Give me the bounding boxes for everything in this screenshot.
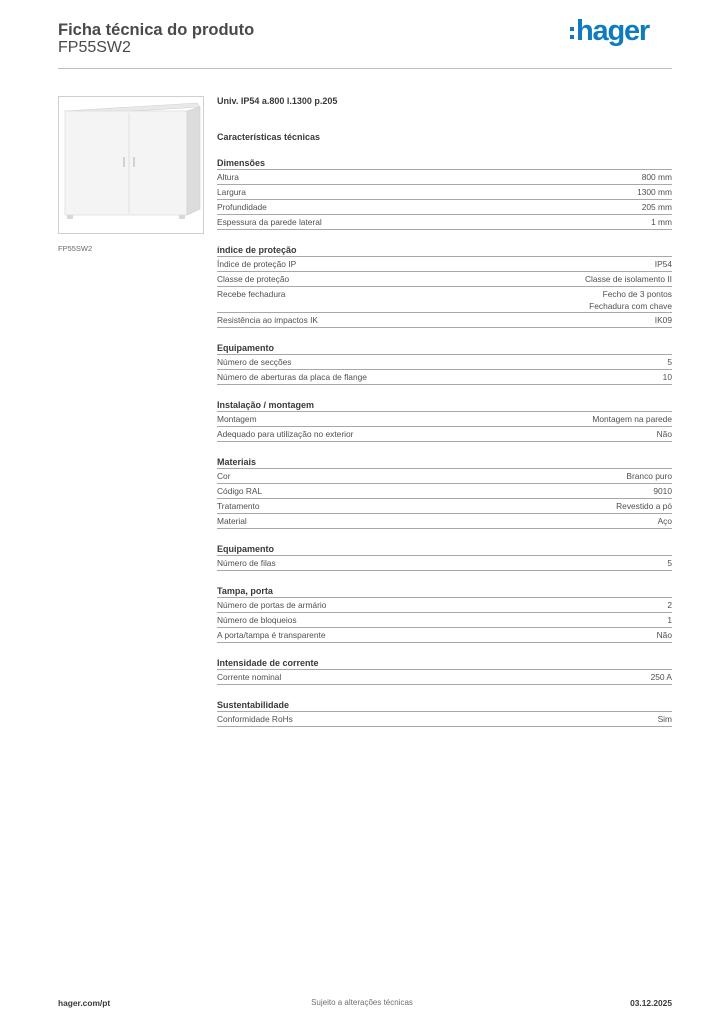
spec-row: [217, 214, 672, 230]
enclosure-illustration-icon: [59, 97, 203, 233]
spec-row: [217, 271, 672, 286]
spec-row: [217, 669, 672, 685]
spec-value: 5: [667, 357, 672, 367]
spec-group-sustentabilidade: [217, 699, 672, 727]
spec-label: Classe de proteção: [217, 274, 290, 284]
spec-value: 2: [667, 600, 672, 610]
group-title: índice de proteção: [217, 245, 297, 255]
product-name: Univ. IP54 a.800 l.1300 p.205: [217, 96, 338, 106]
spec-value: Aço: [657, 516, 672, 526]
spec-label: Recebe fechadura: [217, 289, 286, 299]
spec-value: 205 mm: [641, 202, 672, 212]
spec-value: Branco puro: [626, 471, 672, 481]
logo-dots-icon: [570, 27, 574, 39]
group-title: Materiais: [217, 457, 257, 467]
page-title: Ficha técnica do produto: [58, 21, 255, 39]
spec-row: [217, 498, 672, 513]
footer-date: 03.12.2025: [630, 998, 672, 1008]
spec-label: Altura: [217, 172, 239, 182]
spec-row: [217, 369, 672, 385]
spec-label: A porta/tampa é transparente: [217, 630, 326, 640]
spec-row: [217, 627, 672, 643]
group-title: Sustentabilidade: [217, 700, 290, 710]
spec-label: Adequado para utilização no exterior: [217, 429, 354, 439]
spec-label: Número de filas: [217, 558, 276, 568]
spec-value: IP54: [654, 259, 672, 269]
spec-row: [217, 711, 672, 727]
spec-heading: Características técnicas: [217, 132, 321, 142]
group-title: Tampa, porta: [217, 586, 273, 596]
spec-label: Número de portas de armário: [217, 600, 327, 610]
spec-row: [217, 426, 672, 442]
spec-group-instalacao: [217, 399, 672, 442]
spec-value: 1 mm: [651, 217, 672, 227]
spec-group-materiais: [217, 456, 672, 529]
spec-label: Espessura da parede lateral: [217, 217, 322, 227]
group-title: Instalação / montagem: [217, 400, 315, 410]
spec-group-equipamento-filas: [217, 543, 672, 571]
spec-value: IK09: [654, 315, 672, 325]
group-title: Intensidade de corrente: [217, 658, 319, 668]
image-caption: FP55SW2: [58, 244, 93, 253]
group-title: Equipamento: [217, 544, 275, 554]
spec-label: Número de bloqueios: [217, 615, 297, 625]
spec-label: Largura: [217, 187, 246, 197]
spec-row: [217, 312, 672, 328]
spec-group-dimensoes: [217, 157, 672, 230]
spec-sheet: [217, 95, 672, 727]
spec-value: 5: [667, 558, 672, 568]
spec-row: [217, 256, 672, 271]
spec-row: [217, 483, 672, 498]
spec-label: Número de secções: [217, 357, 292, 367]
spec-row: [217, 555, 672, 571]
spec-value: 9010: [653, 486, 672, 496]
spec-value: 1300 mm: [637, 187, 672, 197]
spec-label: Número de aberturas da placa de flange: [217, 372, 367, 382]
group-title: Dimensões: [217, 158, 266, 168]
spec-row: [217, 184, 672, 199]
hager-logo: [570, 17, 649, 45]
spec-value: Sim: [657, 714, 672, 724]
spec-value: Montagem na parede: [592, 414, 672, 424]
spec-row: [217, 169, 672, 184]
spec-row: [217, 513, 672, 529]
spec-group-tampa-porta: [217, 585, 672, 643]
footer-website: hager.com/pt: [58, 998, 111, 1008]
footer-note: Sujeito a alterações técnicas: [311, 998, 413, 1007]
group-title: Equipamento: [217, 343, 275, 353]
spec-label: Tratamento: [217, 501, 260, 511]
spec-label: Cor: [217, 471, 231, 481]
spec-label: Índice de proteção IP: [217, 259, 297, 269]
spec-value: Não: [656, 429, 672, 439]
logo-wordmark: hager: [576, 15, 649, 47]
spec-label: Código RAL: [217, 486, 263, 496]
spec-row: [217, 468, 672, 483]
spec-label: Corrente nominal: [217, 672, 282, 682]
spec-group-protecao: [217, 244, 672, 328]
spec-label: Resistência ao impactos IK: [217, 315, 319, 325]
spec-value: Não: [656, 630, 672, 640]
spec-row: [217, 199, 672, 214]
spec-label: Profundidade: [217, 202, 267, 212]
spec-row: [217, 597, 672, 612]
spec-group-intensidade: [217, 657, 672, 685]
product-code: FP55SW2: [58, 39, 131, 56]
spec-group-equipamento: [217, 342, 672, 385]
header-divider: [58, 68, 672, 69]
spec-value: 800 mm: [641, 172, 672, 182]
spec-label: Conformidade RoHs: [217, 714, 293, 724]
spec-label: Material: [217, 516, 247, 526]
spec-value: 10: [662, 372, 672, 382]
spec-row: [217, 354, 672, 369]
spec-value: 1: [667, 615, 672, 625]
product-image: [58, 96, 204, 234]
spec-row: [217, 286, 672, 312]
spec-label: Montagem: [217, 414, 257, 424]
spec-value: Classe de isolamento II: [584, 274, 672, 284]
spec-row: [217, 612, 672, 627]
spec-row: [217, 411, 672, 426]
spec-value: 250 A: [650, 672, 672, 682]
spec-value: Revestido a pó: [616, 501, 672, 511]
spec-value: Fecho de 3 pontos Fechadura com chave: [589, 289, 672, 311]
